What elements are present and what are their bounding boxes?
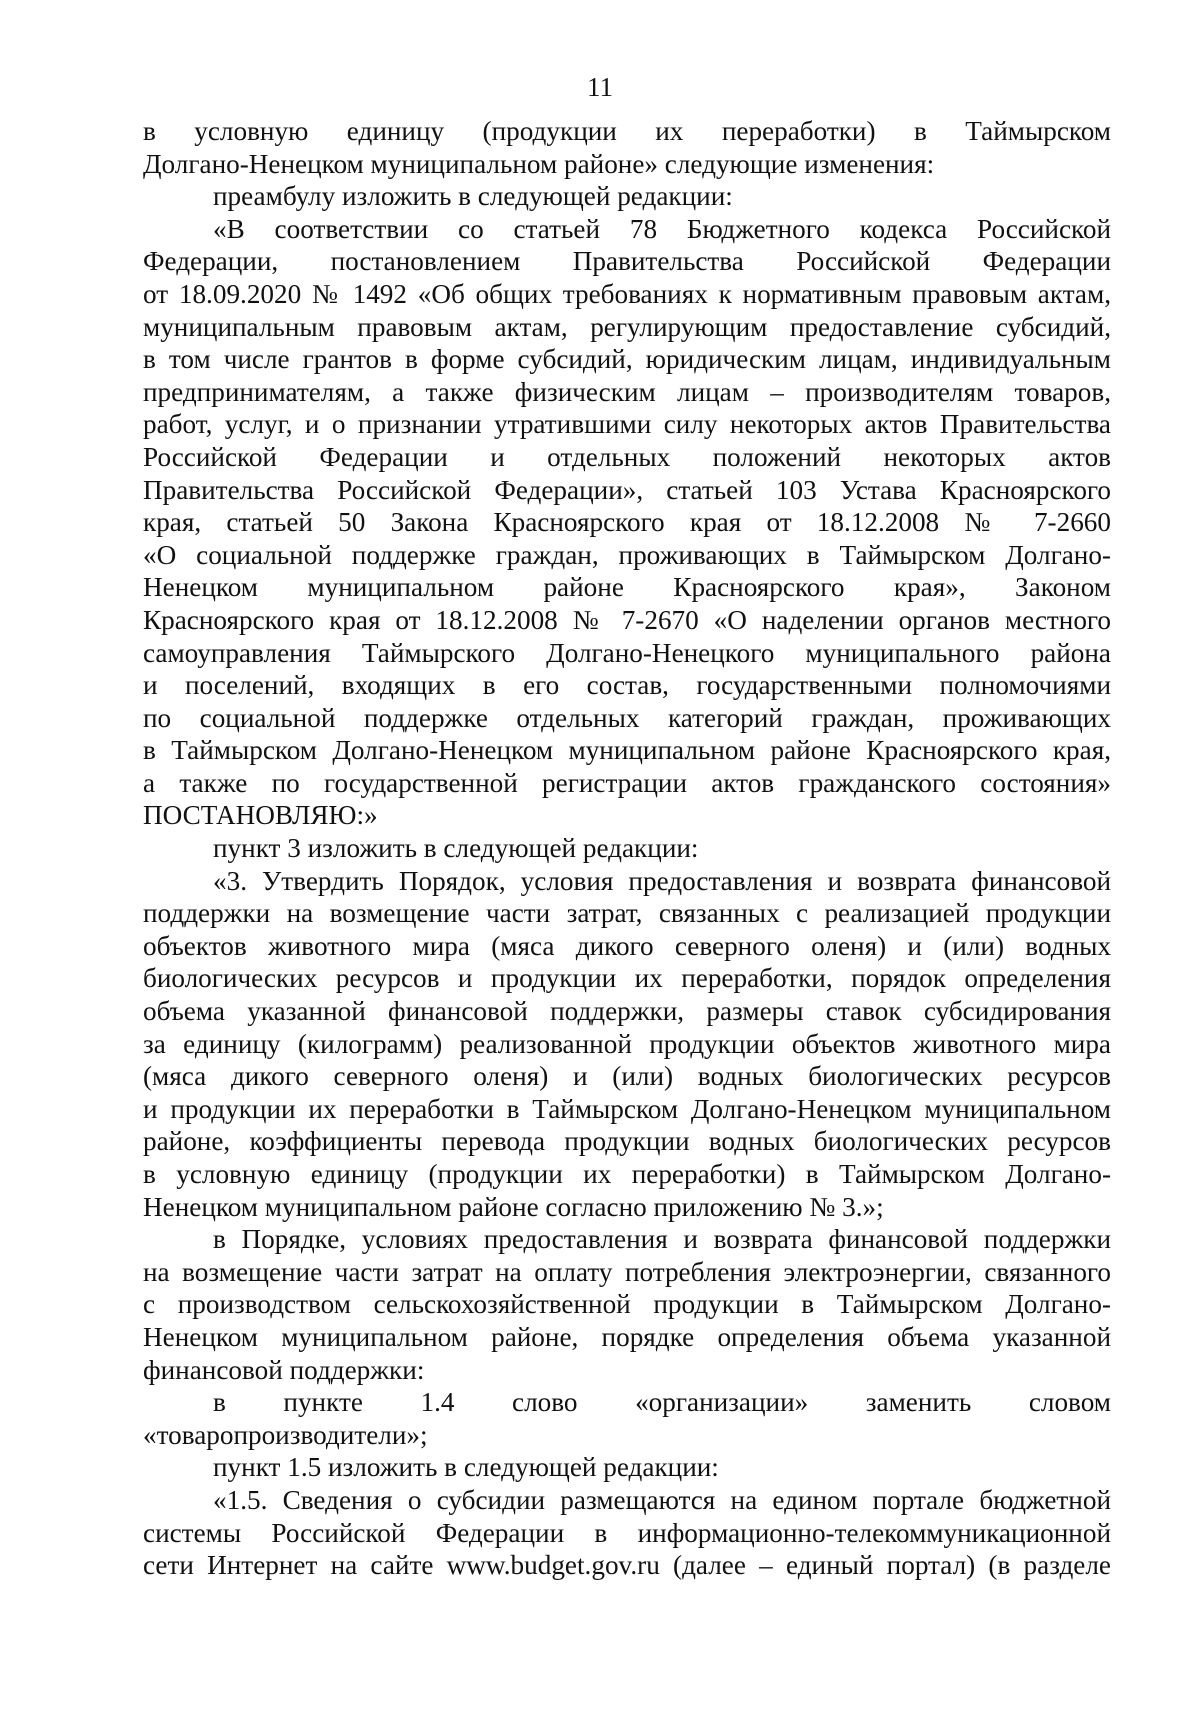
text-line: с производством сельскохозяйственной продукции в Таймырском Долгано- [143, 1289, 1111, 1320]
text-line: «О социальной поддержке граждан, проживающих в Таймырском Долгано- [143, 539, 1111, 570]
text-line: Долгано-Ненецком муниципальном районе» следующие изменения: [143, 148, 935, 179]
text-line: края, статьей 50 Закона Красноярского края от 18.12.2008 № 7-2660 [143, 507, 1111, 538]
text-line: от 18.09.2020 № 1492 «Об общих требованиях к нормативным правовым актам, [143, 278, 1111, 309]
text-line: за единицу (килограмм) реализованной продукции объектов животного мира [143, 1028, 1111, 1059]
text-line: (мяса дикого северного оленя) и (или) водных биологических ресурсов [143, 1061, 1111, 1092]
text-line: в пункте 1.4 слово «организации» заменить словом [213, 1387, 1111, 1418]
text-line: Ненецком муниципальном районе Красноярского края», Законом [143, 572, 1111, 603]
text-line: в Порядке, условиях предоставления и возврата финансовой поддержки [213, 1224, 1111, 1255]
text-line: финансовой поддержки: [143, 1354, 425, 1385]
text-line: «1.5. Сведения о субсидии размещаются на едином портале бюджетной [213, 1484, 1111, 1515]
text-line: Ненецком муниципальном районе, порядке определения объема указанной [143, 1321, 1111, 1352]
text-line: «3. Утвердить Порядок, условия предоставления и возврата финансовой [213, 865, 1111, 896]
text-line: предпринимателям, а также физическим лицам – производителям товаров, [143, 376, 1111, 407]
text-line: а также по государственной регистрации актов гражданского состояния» [143, 767, 1111, 798]
text-line: пункт 3 изложить в следующей редакции: [213, 833, 699, 864]
text-line: на возмещение части затрат на оплату потребления электроэнергии, связанного [143, 1256, 1111, 1287]
text-line: по социальной поддержке отдельных категорий граждан, проживающих [143, 702, 1111, 733]
text-line: муниципальным правовым актам, регулирующим предоставление субсидий, [143, 311, 1111, 342]
text-line: Правительства Российской Федерации», статьей 103 Устава Красноярского [143, 474, 1111, 505]
text-line: Ненецком муниципальном районе согласно приложению № 3.»; [143, 1191, 884, 1222]
text-line: районе, коэффициенты перевода продукции водных биологических ресурсов [143, 1126, 1111, 1157]
text-line: системы Российской Федерации в информационно-телекоммуникационной [143, 1517, 1111, 1548]
text-line: преамбулу изложить в следующей редакции: [213, 181, 733, 212]
text-line: поддержки на возмещение части затрат, связанных с реализацией продукции [143, 898, 1111, 929]
text-line: объема указанной финансовой поддержки, размеры ставок субсидирования [143, 996, 1111, 1027]
text-line: и поселений, входящих в его состав, государственными полномочиями [143, 670, 1111, 701]
text-line: и продукции их переработки в Таймырском Долгано-Ненецком муниципальном [143, 1093, 1111, 1124]
text-line: в том числе грантов в форме субсидий, юридическим лицам, индивидуальным [143, 344, 1111, 375]
text-line: Российской Федерации и отдельных положений некоторых актов [143, 441, 1111, 472]
text-line: работ, услуг, и о признании утратившими силу некоторых актов Правительства [143, 409, 1111, 440]
text-line: Федерации, постановлением Правительства Российской Федерации [143, 246, 1111, 277]
text-line: самоуправления Таймырского Долгано-Ненецкого муниципального района [143, 637, 1111, 668]
text-line: «В соответствии со статьей 78 Бюджетного кодекса Российской [213, 213, 1111, 244]
text-line: сети Интернет на сайте www.budget.gov.ru (далее – единый портал) (в разделе [143, 1550, 1111, 1581]
text-line: ПОСТАНОВЛЯЮ:» [143, 800, 378, 831]
text-line: в условную единицу (продукции их переработки) в Таймырском [143, 116, 1111, 146]
text-line: в Таймырском Долгано-Ненецком муниципальном районе Красноярского края, [143, 735, 1111, 766]
text-line: объектов животного мира (мяса дикого северного оленя) и (или) водных [143, 930, 1111, 961]
text-line: биологических ресурсов и продукции их переработки, порядок определения [143, 963, 1111, 994]
text-line: Красноярского края от 18.12.2008 № 7-2670 «О наделении органов местного [143, 604, 1111, 635]
text-line: пункт 1.5 изложить в следующей редакции: [213, 1452, 719, 1483]
text-line: в условную единицу (продукции их переработки) в Таймырском Долгано- [143, 1159, 1111, 1189]
page-number: 11 [587, 72, 613, 102]
document-body [143, 115, 1111, 1582]
text-line: «товаропроизводители»; [143, 1419, 428, 1450]
